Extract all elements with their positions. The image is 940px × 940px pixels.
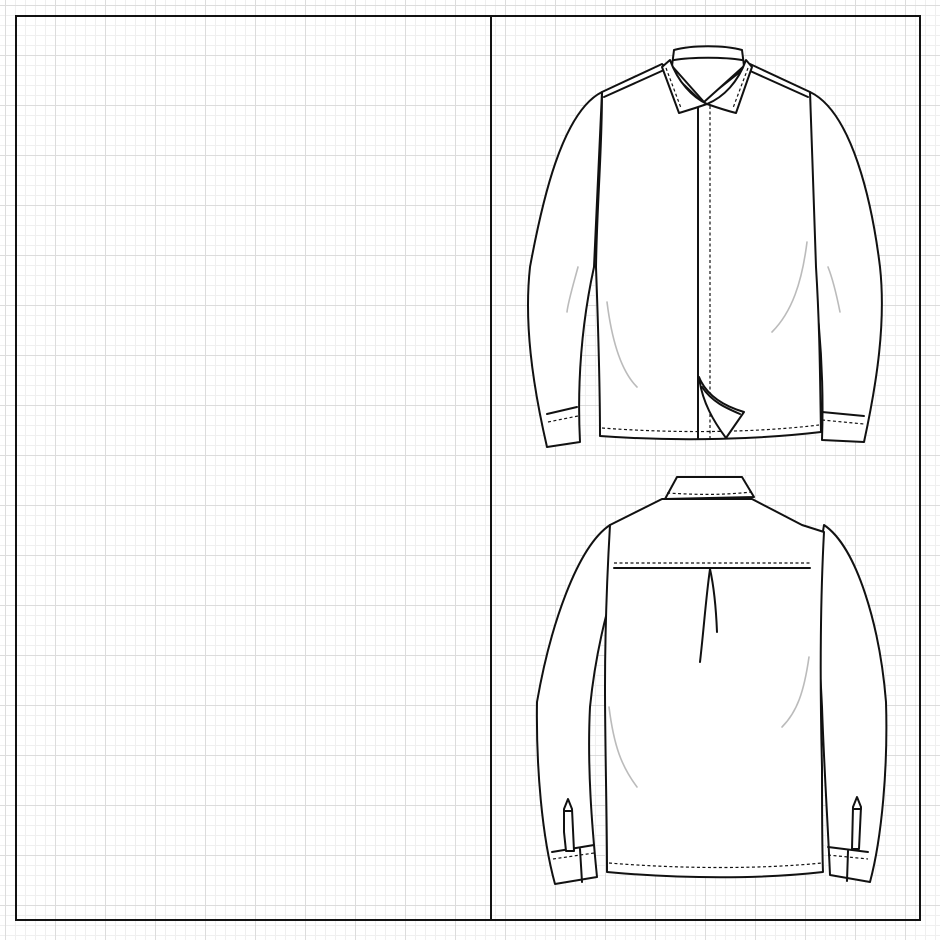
tech-spec-sheet xyxy=(15,15,921,921)
drawings-panel xyxy=(492,17,921,919)
shirt-back-flat-sketch xyxy=(492,472,921,922)
shirt-front-flat-sketch xyxy=(492,17,921,467)
